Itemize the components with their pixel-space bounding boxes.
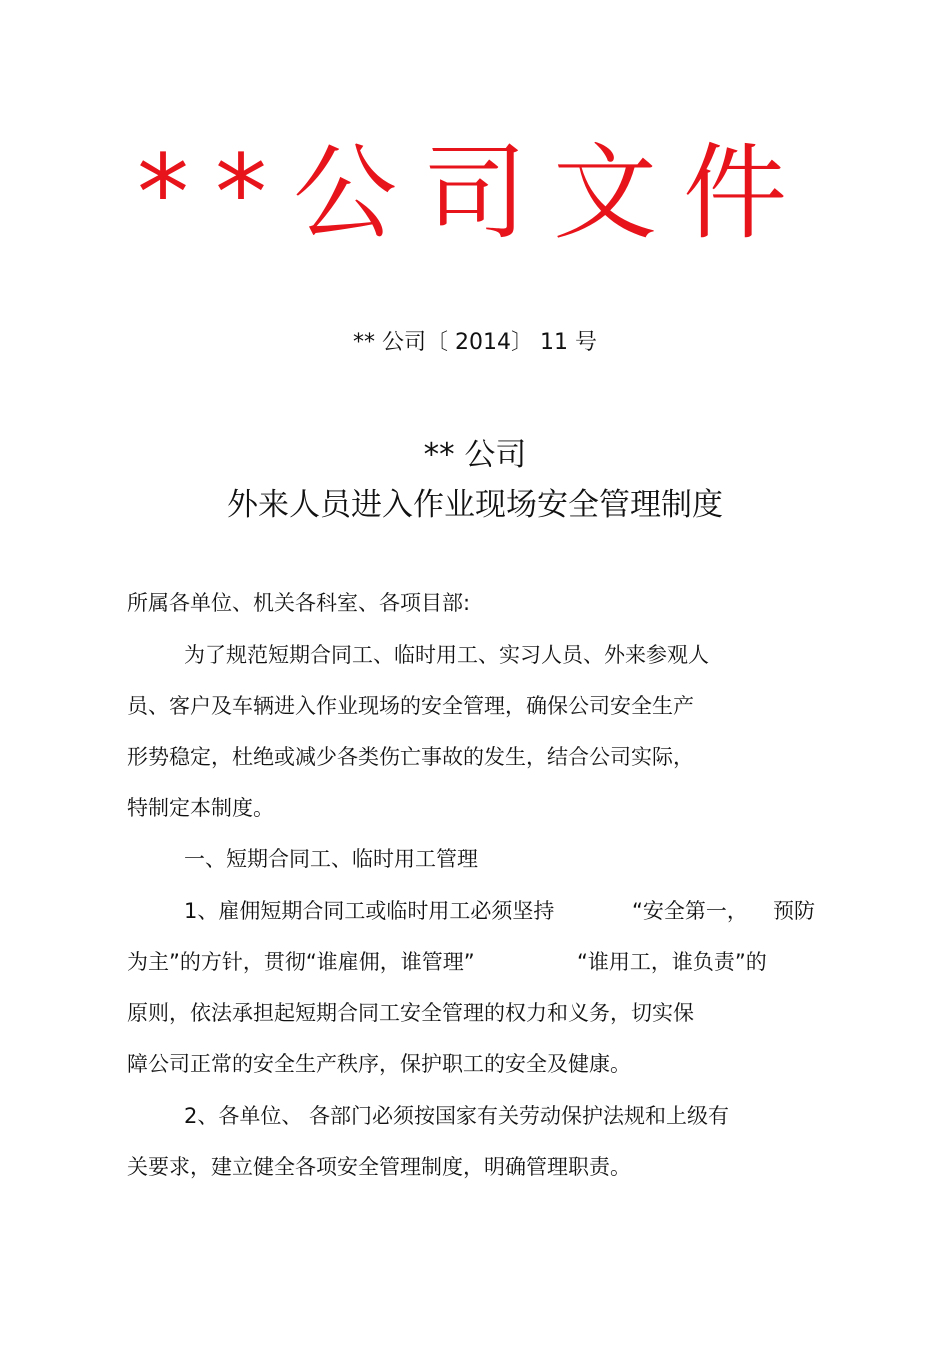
item-1-line-1b: “安全第一， [632, 899, 748, 923]
regulation-title-block [0, 430, 950, 530]
item-1-line-3: 原则，依法承担起短期合同工安全管理的权力和义务，切实保 [127, 1001, 694, 1025]
salutation: 所属各单位、机关各科室、各项目部: [127, 591, 471, 615]
intro-line-4: 特制定本制度。 [127, 796, 274, 820]
document-header-title: **公司文件 [136, 132, 813, 254]
company-name: ** 公司 [423, 437, 527, 473]
intro-line-2: 员、客户及车辆进入作业现场的安全管理，确保公司安全生产 [127, 694, 694, 718]
item-1-line-1a: 1、雇佣短期合同工或临时用工必须坚持 [184, 899, 555, 923]
document-number: ** 公司〔 2014〕 11 号 [353, 330, 597, 355]
section-1-heading: 一、短期合同工、临时用工管理 [184, 847, 478, 871]
regulation-title: 外来人员进入作业现场安全管理制度 [227, 487, 723, 523]
item-2-line-1: 2、各单位、 各部门必须按国家有关劳动保护法规和上级有 [184, 1104, 730, 1128]
item-1-line-2a: 为主”的方针，贯彻“谁雇佣，谁管理” [127, 950, 475, 974]
item-1-line-1c: 预防 [773, 899, 815, 923]
intro-line-3: 形势稳定，杜绝或减少各类伤亡事故的发生，结合公司实际， [127, 745, 694, 769]
item-2-line-2: 关要求，建立健全各项安全管理制度，明确管理职责。 [127, 1155, 631, 1179]
intro-line-1: 为了规范短期合同工、临时用工、实习人员、外来参观人 [184, 643, 709, 667]
item-1-line-4: 障公司正常的安全生产秩序，保护职工的安全及健康。 [127, 1052, 631, 1076]
item-1-line-2b: “谁用工，谁负责”的 [577, 950, 767, 974]
